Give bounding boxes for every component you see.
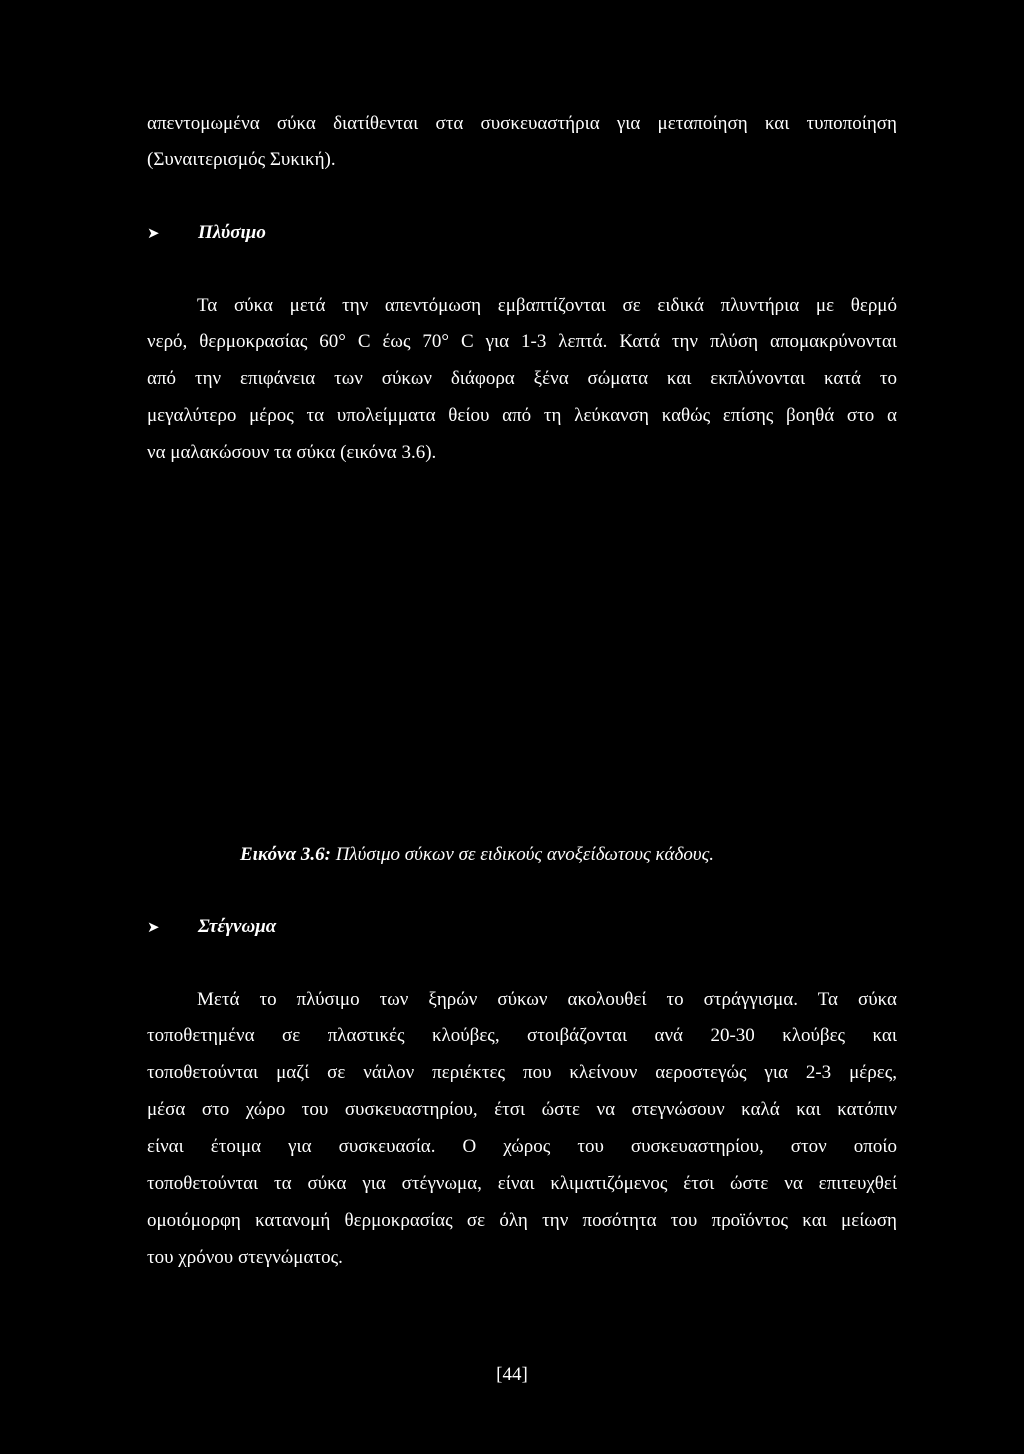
figure-image — [147, 500, 897, 830]
paragraph-line: Τα σύκα μετά την απεντόμωση εμβαπτίζονται σε ειδικά πλυντήρια με θερμό — [197, 295, 897, 316]
paragraph-line: του χρόνου στεγνώματος. — [147, 1247, 343, 1268]
paragraph-line: νερό, θερμοκρασίας 60° C έως 70° C για 1-3 λεπτά. Κατά την πλύση απομακρύνονται — [147, 331, 897, 352]
figure-caption-label: Εικόνα 3.6: — [240, 844, 331, 865]
paragraph-line: είναι έτοιμα για συσκευασία. Ο χώρος του συσκευαστηρίου, στον οποίο — [147, 1136, 897, 1157]
paragraph-line: Μετά το πλύσιμο των ξηρών σύκων ακολουθεί το στράγγισμα. Τα σύκα — [197, 989, 897, 1010]
bullet-arrow-icon: ➤ — [147, 224, 160, 242]
paragraph-line: τοποθετημένα σε πλαστικές κλούβες, στοιβάζονται ανά 20-30 κλούβες και — [147, 1025, 897, 1046]
paragraph-line: μέσα στο χώρο του συσκευαστηρίου, έτσι ώστε να στεγνώσουν καλά και κατόπιν — [147, 1099, 897, 1120]
paragraph-line: τοποθετούνται μαζί σε νάιλον περιέκτες που κλείνουν αεροστεγώς για 2-3 μέρες, — [147, 1062, 897, 1083]
section-heading-plysimo: Πλύσιμο — [198, 222, 266, 243]
paragraph-line: μεγαλύτερο μέρος τα υπολείμματα θείου από τη λεύκανση καθώς επίσης βοηθά στο α — [147, 405, 897, 426]
paragraph-line: (Συναιτερισμός Συκική). — [147, 149, 336, 170]
bullet-arrow-icon: ➤ — [147, 918, 160, 936]
section-heading-stegnoma: Στέγνωμα — [198, 916, 277, 937]
figure-caption-text: Πλύσιμο σύκων σε ειδικούς ανοξείδωτους κάδους. — [330, 844, 715, 865]
paragraph-line: απεντομωμένα σύκα διατίθενται στα συσκευαστήρια για μεταποίηση και τυποποίηση — [147, 113, 897, 134]
paragraph-line: ομοιόμορφη κατανομή θερμοκρασίας σε όλη την ποσότητα του προϊόντος και μείωση — [147, 1210, 897, 1231]
figure-caption — [240, 843, 714, 867]
paragraph-line: από την επιφάνεια των σύκων διάφορα ξένα σώματα και εκπλύνονται κατά το — [147, 368, 897, 389]
paragraph-line: τοποθετούνται τα σύκα για στέγνωμα, είναι κλιματιζόμενος έτσι ώστε να επιτευχθεί — [147, 1173, 897, 1194]
page-number: [44] — [496, 1364, 528, 1385]
paragraph-line: να μαλακώσουν τα σύκα (εικόνα 3.6). — [147, 442, 437, 463]
